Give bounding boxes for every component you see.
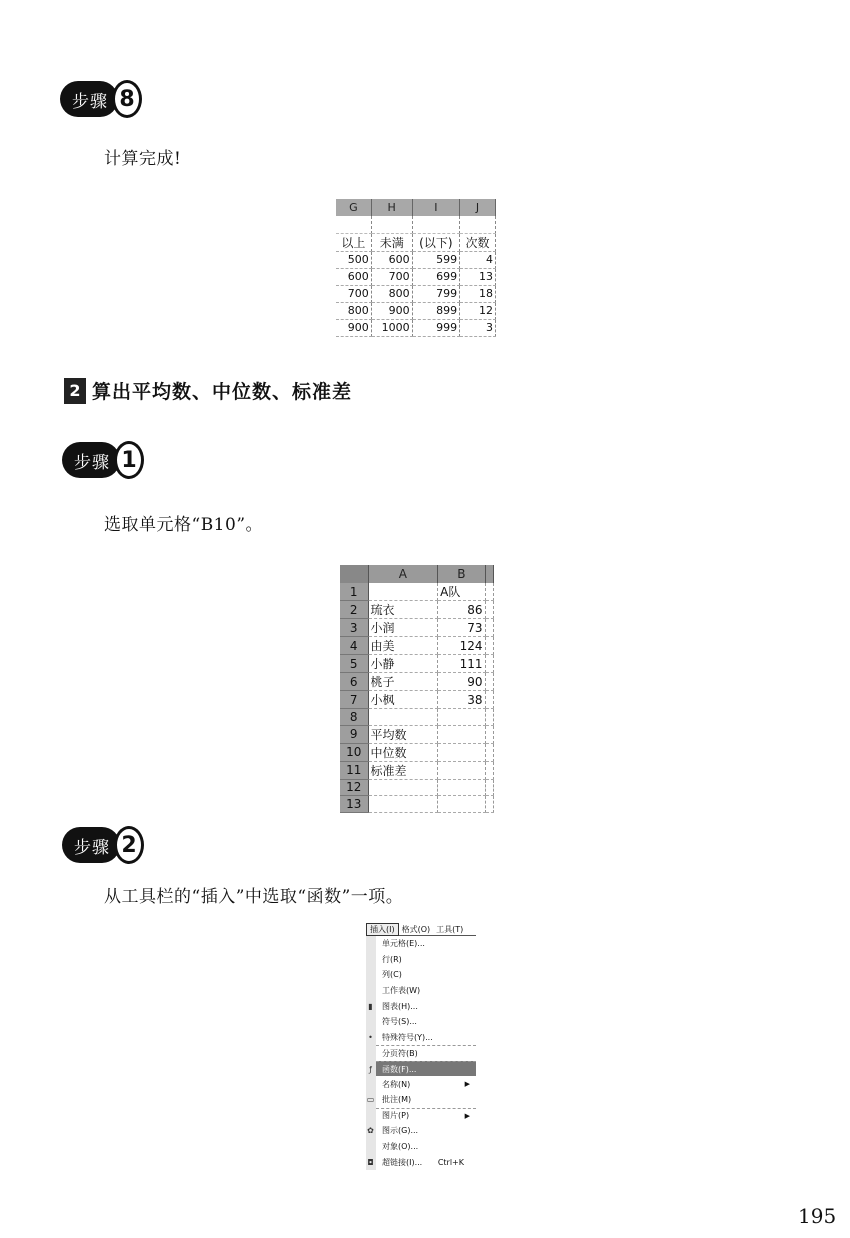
row-header[interactable]: 5: [340, 655, 368, 673]
cell[interactable]: [371, 216, 412, 233]
cell[interactable]: 以上: [336, 233, 371, 251]
chart-icon: ▮: [368, 1001, 373, 1011]
menu-item[interactable]: [376, 967, 476, 983]
comment-icon: ▭: [366, 1095, 375, 1105]
step-8-text: 计算完成!: [104, 149, 182, 169]
row-header[interactable]: 8: [340, 709, 368, 726]
insert-menu: [366, 924, 476, 1170]
cell[interactable]: [485, 619, 494, 637]
row-header[interactable]: 13: [340, 796, 368, 813]
submenu-arrow-icon: ▶: [464, 1080, 470, 1089]
cell[interactable]: 599: [412, 251, 459, 268]
cell[interactable]: 38: [438, 691, 485, 709]
step-1-badge: [62, 441, 144, 479]
table-row: [336, 302, 496, 319]
cell[interactable]: [368, 709, 438, 726]
menubar-item[interactable]: 格式(O): [401, 925, 431, 934]
hyperlink-icon: ◘: [367, 1157, 374, 1167]
cell[interactable]: 4: [460, 251, 496, 268]
section-number: 2: [64, 378, 86, 404]
row-header[interactable]: 3: [340, 619, 368, 637]
column-header[interactable]: G: [336, 199, 371, 216]
menu-item-label: 对象(O)...: [382, 1142, 419, 1152]
menu-item[interactable]: [376, 1045, 476, 1061]
menu-item[interactable]: [376, 936, 476, 952]
step-label: 步骤: [60, 81, 118, 117]
table-row: [340, 601, 494, 619]
cell[interactable]: 111: [438, 655, 485, 673]
menu-bar: [366, 924, 476, 936]
table-row: [340, 725, 494, 743]
table-row: [340, 709, 494, 726]
cell[interactable]: 13: [460, 268, 496, 285]
table-row: [340, 779, 494, 796]
menu-item-label: 行(R): [382, 954, 402, 964]
menu-item[interactable]: [367, 1154, 476, 1170]
menu-item-label: 分页符(B): [382, 1048, 418, 1058]
table-row: [340, 796, 494, 813]
spreadsheet-frequency: [336, 199, 496, 337]
table-row: [340, 655, 494, 673]
select-all-corner[interactable]: [340, 565, 368, 583]
cell[interactable]: 标准差: [368, 761, 438, 779]
table-row: [336, 319, 496, 336]
menu-item[interactable]: [376, 1108, 476, 1124]
table-row: [336, 216, 496, 233]
step-number: 8: [112, 80, 142, 118]
cell[interactable]: 999: [412, 319, 459, 336]
diagram-icon: ✿: [367, 1126, 374, 1136]
row-header[interactable]: 6: [340, 673, 368, 691]
menu-item[interactable]: [376, 1139, 476, 1155]
menu-item-label: 图表(H)...: [382, 1001, 418, 1011]
cell[interactable]: [368, 583, 438, 601]
cell[interactable]: 小枫: [368, 691, 438, 709]
cell[interactable]: A队: [438, 583, 485, 601]
menu-item[interactable]: [376, 1076, 476, 1092]
cell[interactable]: [485, 583, 494, 601]
cell[interactable]: [460, 216, 496, 233]
cell[interactable]: [412, 216, 459, 233]
menu-item[interactable]: [366, 1092, 476, 1108]
table-row: [340, 673, 494, 691]
spreadsheet-team-scores: [340, 565, 494, 813]
menu-item-label: 列(C): [382, 970, 402, 980]
section-heading: [64, 377, 352, 404]
column-header[interactable]: [485, 565, 494, 583]
step-number: 1: [114, 441, 144, 479]
cell[interactable]: [485, 779, 494, 796]
menu-item[interactable]: [367, 1123, 476, 1139]
bullet-icon: •: [368, 1032, 373, 1042]
cell[interactable]: 700: [371, 268, 412, 285]
cell[interactable]: [485, 709, 494, 726]
table-row: [336, 285, 496, 302]
cell[interactable]: [485, 725, 494, 743]
cell[interactable]: 1000: [371, 319, 412, 336]
menu-item[interactable]: [368, 1030, 476, 1046]
column-header[interactable]: J: [460, 199, 496, 216]
cell[interactable]: [485, 796, 494, 813]
cell[interactable]: 73: [438, 619, 485, 637]
menu-item-label: 单元格(E)...: [382, 939, 425, 949]
cell[interactable]: [485, 655, 494, 673]
cell[interactable]: 桃子: [368, 673, 438, 691]
cell[interactable]: [485, 601, 494, 619]
cell[interactable]: [485, 673, 494, 691]
cell[interactable]: 小静: [368, 655, 438, 673]
cell[interactable]: 未满: [371, 233, 412, 251]
cell[interactable]: 86: [438, 601, 485, 619]
cell[interactable]: 700: [336, 285, 371, 302]
cell[interactable]: [368, 796, 438, 813]
cell[interactable]: (以下): [412, 233, 459, 251]
shortcut-label: Ctrl+K: [437, 1157, 464, 1167]
cell[interactable]: [438, 761, 485, 779]
cell[interactable]: [485, 743, 494, 761]
menu-item[interactable]: [376, 952, 476, 968]
cell[interactable]: [438, 779, 485, 796]
menu-item-label: 批注(M): [382, 1095, 412, 1105]
menu-item[interactable]: [369, 1061, 476, 1077]
menu-item-label: 图片(P): [382, 1111, 410, 1121]
step-2-text: 从工具栏的“插入”中选取“函数”一项。: [104, 887, 404, 907]
cell[interactable]: 899: [412, 302, 459, 319]
menu-items: [366, 936, 476, 1170]
section-title: 算出平均数、中位数、标准差: [92, 381, 353, 403]
cell[interactable]: 600: [336, 268, 371, 285]
step-label: 步骤: [62, 827, 120, 863]
row-header[interactable]: 7: [340, 691, 368, 709]
page-number: 195: [798, 1204, 837, 1228]
cell[interactable]: 12: [460, 302, 496, 319]
step-8-badge: [60, 80, 142, 118]
cell[interactable]: 900: [336, 319, 371, 336]
menu-item-label: 图示(G)...: [382, 1126, 419, 1136]
menubar-item[interactable]: 插入(I): [366, 923, 399, 936]
cell[interactable]: 中位数: [368, 743, 438, 761]
cell[interactable]: [438, 796, 485, 813]
cell[interactable]: 18: [460, 285, 496, 302]
table-row: [340, 637, 494, 655]
cell[interactable]: 次数: [460, 233, 496, 251]
cell[interactable]: 小润: [368, 619, 438, 637]
step-number: 2: [114, 826, 144, 864]
cell[interactable]: 平均数: [368, 725, 438, 743]
menu-item[interactable]: [368, 998, 476, 1014]
table-row: [336, 251, 496, 268]
menu-item[interactable]: [376, 1014, 476, 1030]
table-row: [336, 233, 496, 251]
column-header[interactable]: B: [438, 565, 485, 583]
cell[interactable]: 由美: [368, 637, 438, 655]
cell[interactable]: 124: [438, 637, 485, 655]
cell[interactable]: 799: [412, 285, 459, 302]
menu-item-label: 函数(F)...: [382, 1064, 417, 1074]
column-header[interactable]: H: [371, 199, 412, 216]
menu-item-label: 超链接(I)...: [382, 1157, 423, 1167]
cell[interactable]: [438, 725, 485, 743]
row-header[interactable]: 4: [340, 637, 368, 655]
row-header[interactable]: 12: [340, 779, 368, 796]
table-row: [340, 761, 494, 779]
table-row: [340, 743, 494, 761]
cell[interactable]: [485, 637, 494, 655]
row-header[interactable]: 2: [340, 601, 368, 619]
cell[interactable]: 90: [438, 673, 485, 691]
table-row: [340, 619, 494, 637]
cell[interactable]: [485, 761, 494, 779]
menu-item-label: 特殊符号(Y)...: [382, 1032, 433, 1042]
cell[interactable]: [336, 216, 371, 233]
cell[interactable]: 600: [371, 251, 412, 268]
cell[interactable]: 500: [336, 251, 371, 268]
menu-item[interactable]: [376, 983, 476, 999]
menubar-item[interactable]: 工具(T): [436, 925, 464, 934]
function-icon: ƒ: [369, 1064, 372, 1074]
cell[interactable]: [438, 709, 485, 726]
menu-item-label: 名称(N): [382, 1079, 411, 1089]
cell[interactable]: [438, 743, 485, 761]
row-header[interactable]: 11: [340, 761, 368, 779]
submenu-arrow-icon: ▶: [464, 1111, 470, 1120]
cell[interactable]: 900: [371, 302, 412, 319]
column-header[interactable]: A: [368, 565, 438, 583]
cell[interactable]: 3: [460, 319, 496, 336]
table-row: [336, 268, 496, 285]
row-header[interactable]: 10: [340, 743, 368, 761]
row-header[interactable]: 9: [340, 725, 368, 743]
cell[interactable]: 800: [371, 285, 412, 302]
cell[interactable]: [368, 779, 438, 796]
column-header[interactable]: I: [412, 199, 459, 216]
menu-item-label: 工作表(W): [382, 986, 421, 996]
step-label: 步骤: [62, 442, 120, 478]
menu-item-label: 符号(S)...: [382, 1017, 417, 1027]
row-header[interactable]: 1: [340, 583, 368, 601]
cell[interactable]: 699: [412, 268, 459, 285]
step-1-text: 选取单元格“B10”。: [104, 515, 264, 535]
table-row: [340, 691, 494, 709]
cell[interactable]: [485, 691, 494, 709]
cell[interactable]: 琉衣: [368, 601, 438, 619]
step-2-badge: [62, 826, 144, 864]
cell[interactable]: 800: [336, 302, 371, 319]
table-row: [340, 583, 494, 601]
